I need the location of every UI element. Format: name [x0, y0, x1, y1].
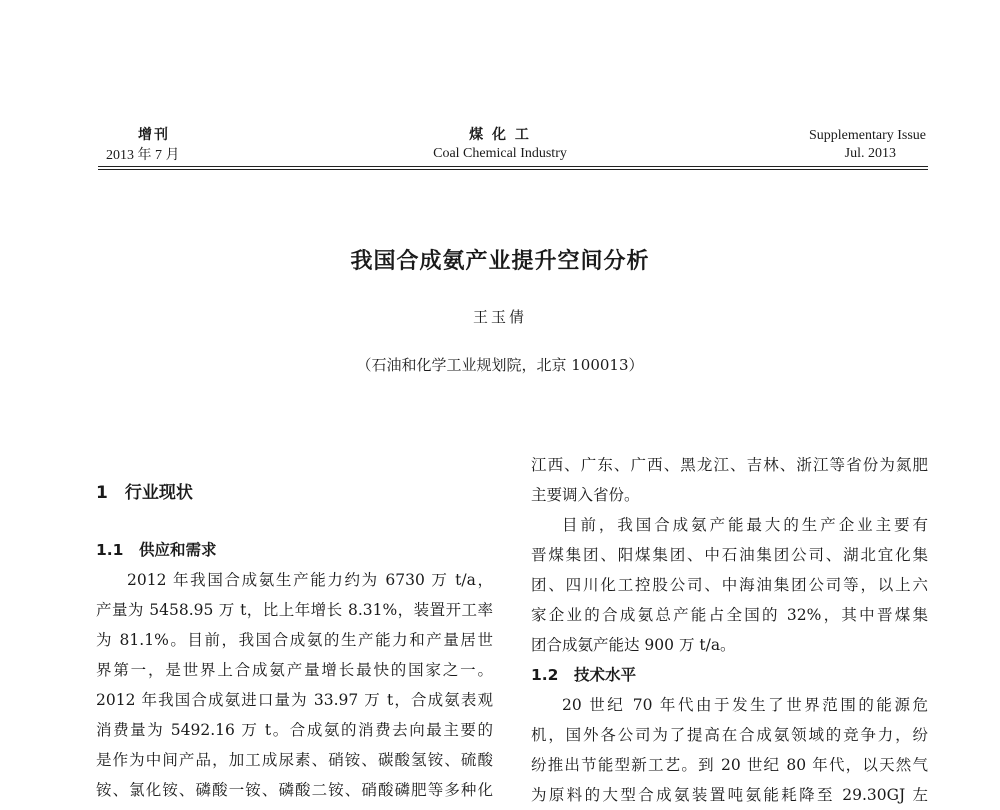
- journal-name-cn: 煤 化 工: [469, 127, 531, 143]
- header-date-en: Jul. 2013: [844, 146, 896, 161]
- left-column-body: [96, 535, 493, 805]
- paragraph-line: 消费量为 5492.16 万 t。合成氨的消费去向最主要的: [96, 721, 493, 739]
- paragraph-line: 家企业的合成氨总产能占全国的 32%，其中晋煤集: [531, 606, 928, 624]
- paragraph-line: 是作为中间产品，加工成尿素、硝铵、碳酸氢铵、硫酸: [96, 751, 493, 769]
- paragraph-line: 机，国外各公司为了提高在合成氨领域的竞争力，纷: [531, 726, 928, 744]
- paragraph-line: 2012 年我国合成氨进口量为 33.97 万 t，合成氨表观: [96, 691, 493, 709]
- paragraph-line: 主要调入省份。: [531, 486, 640, 504]
- section-1-1-heading: 1.1 供应和需求: [96, 541, 217, 559]
- journal-name-en: Coal Chemical Industry: [433, 146, 567, 161]
- left-column: [96, 478, 493, 508]
- paragraph-line: 为 81.1%。目前，我国合成氨的生产能力和产量居世: [96, 631, 493, 649]
- paragraph-line: 纷推出节能型新工艺。到 20 世纪 80 年代，以天然气: [531, 756, 928, 774]
- header-date-cn: 2013 年 7 月: [106, 148, 180, 163]
- paragraph-line: 为原料的大型合成氨装置吨氨能耗降至 29.30GJ 左: [531, 786, 928, 804]
- paragraph-line: 江西、广东、广西、黑龙江、吉林、浙江等省份为氮肥: [531, 456, 928, 474]
- paragraph-line: 20 世纪 70 年代由于发生了世界范围的能源危: [562, 696, 928, 714]
- header-issue-cn: 增刊: [138, 127, 170, 143]
- article-author: 王玉倩: [472, 308, 527, 326]
- right-column: [531, 450, 928, 810]
- paragraph-line: 2012 年我国合成氨生产能力约为 6730 万 t/a，: [127, 571, 493, 589]
- paragraph-line: 产量为 5458.95 万 t，比上年增长 8.31%，装置开工率: [96, 601, 493, 619]
- article-affiliation: （石油和化学工业规划院，北京 100013）: [356, 356, 644, 374]
- section-1-2-heading: 1.2 技术水平: [531, 666, 636, 684]
- paragraph-line: 晋煤集团、阳煤集团、中石油集团公司、湖北宜化集: [531, 546, 928, 564]
- header-rule: [98, 166, 928, 167]
- header-issue-en: Supplementary Issue: [808, 128, 926, 143]
- paragraph-line: 目前，我国合成氨产能最大的生产企业主要有: [562, 516, 928, 534]
- section-1-heading: 1 行业现状: [96, 483, 193, 503]
- header-rule-double: [98, 169, 928, 170]
- paragraph-line: 铵、氯化铵、磷酸一铵、磷酸二铵、硝酸磷肥等多种化: [96, 781, 493, 799]
- paragraph-line: 团合成氨产能达 900 万 t/a。: [531, 636, 736, 654]
- article-title: 我国合成氨产业提升空间分析: [350, 249, 650, 274]
- paragraph-line: 团、四川化工控股公司、中海油集团公司等，以上六: [531, 576, 928, 594]
- paragraph-line: 界第一，是世界上合成氨产量增长最快的国家之一。: [96, 661, 493, 679]
